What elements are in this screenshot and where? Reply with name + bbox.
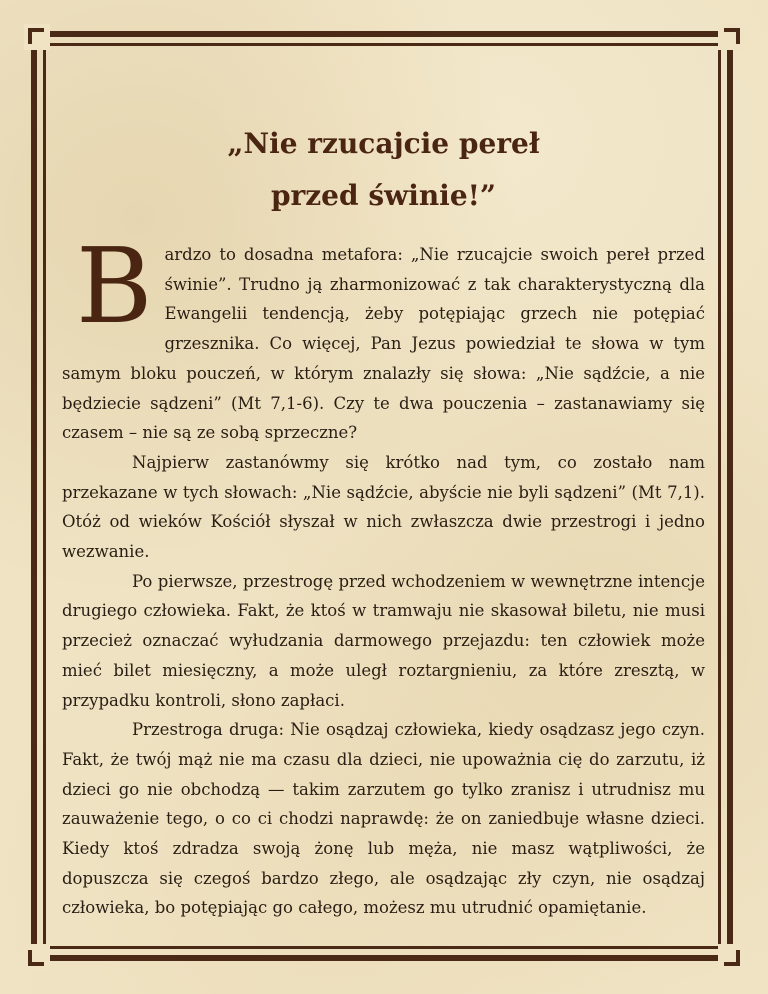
border-corner-bottom-right [718,944,744,970]
article-body [62,225,705,923]
paragraph-1 [62,225,705,448]
title-line-1: „Nie rzucajcie pereł [227,127,540,160]
article [62,118,705,923]
border-corner-top-right [718,24,744,50]
drop-cap: B [76,225,153,347]
title-line-2: przed świnie!” [270,179,497,212]
border-corner-bottom-left [24,944,50,970]
paragraph-4: Przestroga druga: Nie osądzaj człowieka, kiedy osądzasz jego czyn. Fakt, że twój mąż nie ma czasu dla dzieci, nie upoważnia cię do zarzutu, iż dzieci go nie obchodzą — takim zarzutem go tylko zranisz i utrudnisz mu zauważenie tego, o co ci chodzi naprawdę: że on zaniedbuje własne dzieci. Kiedy ktoś zdradza swoją żonę lub męża, nie masz wątpliwości, że dopuszcza się czegoś bardzo złego, ale osądzając zły czyn, nie osądzaj człowieka, bo potępiając go całego, możesz mu utrudnić opamiętanie. [62,720,705,918]
border-corner-top-left [24,24,50,50]
paragraph-1-text: ardzo to dosadna metafora: „Nie rzucajcie swoich pereł przed świnie”. Trudno ją zharmonizować z tak charakterystyczną dla Ewangelii tendencją, żeby potępiając grzech nie potępiać grzesznika. Co więcej, Pan Jezus powiedział te słowa w tym samym bloku pouczeń, w którym znalazły się słowa: „Nie sądźcie, a nie będziecie sądzeni” (Mt 7,1-6). Czy te dwa pouczenia – zastanawiamy się czasem – nie są ze sobą sprzeczne? [62,245,705,443]
article-title [62,118,705,222]
paragraph-2: Najpierw zastanówmy się krótko nad tym, co zostało nam przekazane w tych słowach: „Nie sądźcie, abyście nie byli sądzeni” (Mt 7,1). Otóż od wieków Kościół słyszał w nich zwłaszcza dwie przestrogi i jedno wezwanie. [62,452,705,562]
paragraph-3: Po pierwsze, przestrogę przed wchodzeniem w wewnętrzne intencje drugiego człowieka. Fakt, że ktoś w tramwaju nie skasował biletu, nie musi przecież oznaczać wyłudzania darmowego przejazdu: ten człowiek może mieć bilet miesięczny, a może uległ roztargnieniu, za które zresztą, w przypadku kontroli, słono zapłaci. [62,571,705,710]
